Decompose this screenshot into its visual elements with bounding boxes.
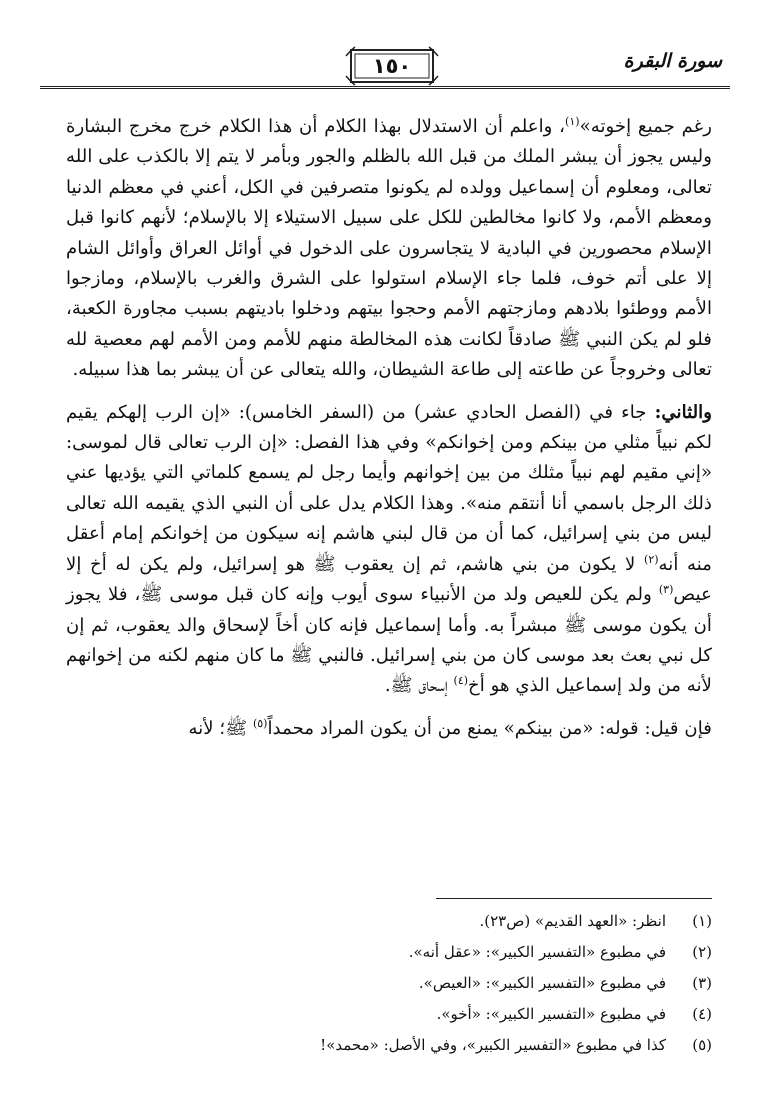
footnote-divider	[436, 898, 712, 899]
footnote-ref-3: (٣)	[658, 583, 674, 597]
footnote: (١) انظر: «العهد القديم» (ص٢٣).	[479, 912, 712, 930]
page-number-frame	[345, 46, 439, 86]
footnote-ref-5: (٥)	[252, 716, 268, 730]
header-rule	[40, 86, 730, 89]
footnote-ref-1: (١)	[565, 114, 580, 128]
footnote: (٢) في مطبوع «التفسير الكبير»: «عقل أنه».	[408, 943, 712, 961]
paragraph-lead: والثاني:	[654, 401, 712, 423]
footnotes	[66, 906, 712, 1061]
paragraph-1: رغم جميع إخوته»$^{(١)}$، واعلم أن الاستدلال بهذا الكلام أن هذا الكلام خرج مخرج البشارة وليس يجوز أن يبشر الملك من قبل الله بالظلم والجور وبأمر لا يتم إلا بالكذب على الله تعالى، ومعلوم أن إسماعيل وولده لم يكونوا متصرفين في الكل، أعني في معظم الدنيا ومعظم الأمم، ولا كانوا مخالطين للكل على سبيل الاستيلاء إلا بالإسلام؛ لأنهم كانوا قبل الإسلام محصورين في البادية لا يتجاسرون على الدخول في أوائل العراق وأوائل الشام إلا على أتم خوف، فلما جاء الإسلام استولوا على الشرق والغرب بالإسلام، ومازجوا الأمم ووطئوا بلادهم ومازجتهم الأمم وحجوا بيتهم ودخلوا باديتهم بسبب مجاورة الكعبة، فلو لم يكن النبي ﷺ صادقاً لكانت هذه المخالطة منهم للأمم ومن الأمم لهم معصية لله تعالى وخروجاً عن طاعته إلى طاعة الشيطان، والله يتعالى عن أن يبشر بما هذا سبيله.	[66, 114, 712, 381]
page-header	[40, 44, 730, 94]
footnote-ref-2: (٢)	[644, 552, 659, 566]
footnote-ref-4: (٤)	[453, 674, 469, 688]
body-text	[66, 112, 712, 744]
surah-title: سورة البقرة	[623, 50, 722, 72]
footnote: (٣) في مطبوع «التفسير الكبير»: «العيص».	[418, 974, 712, 992]
paragraph-3: فإن قيل: قوله: «من بينكم» يمنع من أن يكون المراد محمداً$^{(٥)}$ ﷺ؛ لأنه	[188, 716, 712, 739]
paragraph-2: والثاني: جاء في (الفصل الحادي عشر) من (السفر الخامس): «إن الرب إلهكم يقيم لكم نبياً مثلي من بينكم ومن إخوانكم» وفي هذا الفصل: «إن الرب تعالى قال لموسى: «إني مقيم لهم نبياً مثلك من بين إخوانهم وأيما رجل لم يسمع كلماتي التي يؤديها عني ذلك الرجل باسمي أنا أنتقم منه». وهذا الكلام يدل على أن النبي الذي يقيمه الله تعالى ليس من بني إسرائيل، كما أن من قال لبني هاشم إنه سيكون من إخوانكم إمام أعقل منه أنه$^{(٢)}$ لا يكون من بني هاشم، ثم إن يعقوب ﷺ هو إسرائيل، ولم يكن له أخ إلا عيص$^{(٣)}$ ولم يكن للعيص ولد من الأنبياء سوى أيوب وإنه كان قبل موسى ﷺ، فلا يجوز أن يكون موسى ﷺ مبشراً به. وأما إسماعيل فإنه كان أخاً لإسحاق والد يعقوب، ثم إن كل نبي بعث بعد موسى كان من بني إسرائيل. فالنبي ﷺ ما كان منهم لكنه من إخوانهم لأنه من ولد إسماعيل الذي هو أخ$^{(٤)}$ إسحاق ﷺ.	[66, 401, 712, 697]
footnote: (٥) كذا في مطبوع «التفسير الكبير»، وفي الأصل: «محمد»!	[320, 1036, 712, 1054]
page-number: ١٥٠	[372, 54, 412, 78]
footnote: (٤) في مطبوع «التفسير الكبير»: «أخو».	[436, 1005, 712, 1023]
